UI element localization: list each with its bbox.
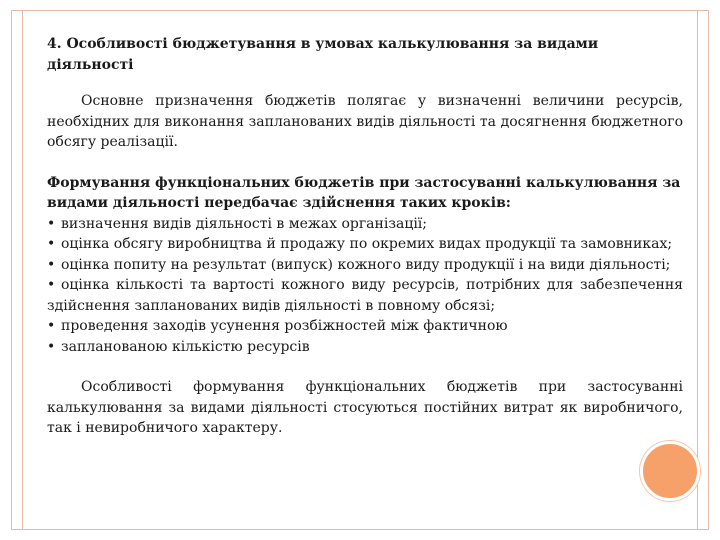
slide-content (47, 34, 683, 459)
bullet-icon: • (47, 338, 56, 355)
list-item (47, 316, 683, 337)
accent-circle (640, 441, 700, 501)
list-item-text: проведення заходів усунення розбіжностей між фактичною (61, 318, 508, 334)
bullet-icon: • (47, 215, 56, 232)
section-heading: 4. Особливості бюджетування в умовах калькулювання за видами діяльності (47, 36, 599, 73)
intro-paragraph: Основне призначення бюджетів полягає у визначенні величини ресурсів, необхідних для виконання запланованих видів діяльності та досягнення бюджетного обсягу реалізації. (47, 93, 683, 150)
bullet-icon: • (47, 236, 56, 252)
steps-subheading: Формування функціональних бюджетів при застосуванні калькулювання за видами діяльності передбачає здійснення таких кроків: (47, 174, 681, 211)
list-item-text: оцінка кількості та вартості кожного виду ресурсів, потрібних для забезпечення здійснення запланованих видів діяльності в повному обсязі; (47, 277, 683, 314)
list-item-text: оцінка обсягу виробництва й продажу по окремих видах продукції та замовниках; (61, 236, 673, 252)
bullet-icon: • (47, 256, 56, 273)
list-item-text: оцінка попиту на результат (випуск) кожного виду продукції і на види діяльності; (61, 256, 671, 273)
list-item (47, 337, 683, 358)
frame-right-rule (697, 10, 698, 530)
frame-left-rule (22, 10, 23, 530)
conclusion-paragraph: Особливості формування функціональних бюджетів при застосуванні калькулювання за видами діяльності стосуються постійних витрат як виробничого, так і невиробничого характеру. (47, 379, 683, 436)
list-item (47, 275, 683, 316)
bullet-icon: • (47, 277, 56, 293)
list-item (47, 255, 683, 276)
list-item (47, 214, 683, 235)
list-item-text: визначення видів діяльності в межах організації; (61, 215, 427, 232)
list-item (47, 234, 683, 255)
list-item-text: запланованою кількістю ресурсів (61, 338, 310, 355)
steps-list (47, 214, 683, 358)
bullet-icon: • (47, 318, 56, 334)
